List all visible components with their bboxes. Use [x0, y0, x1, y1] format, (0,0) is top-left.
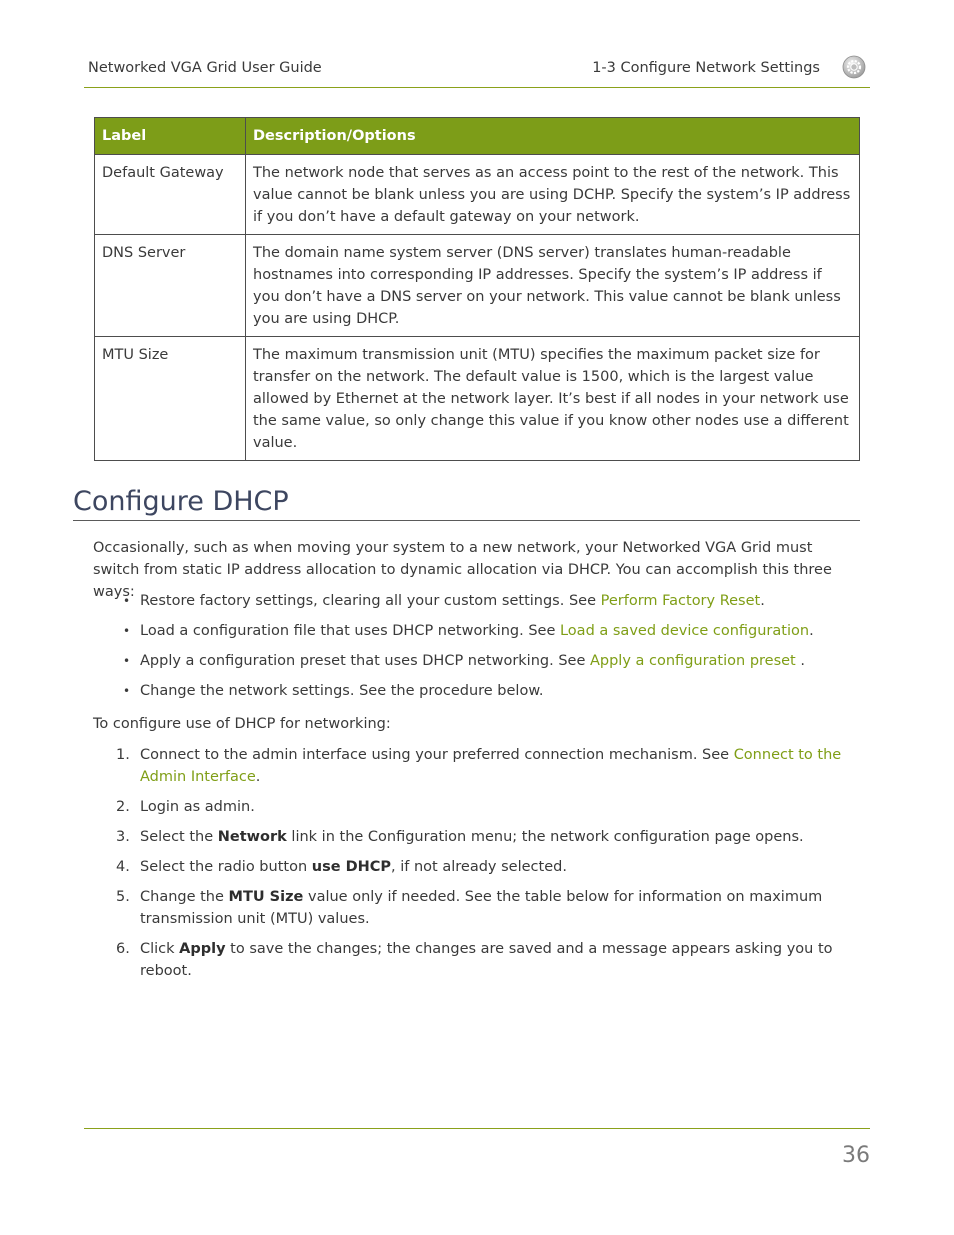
list-item	[140, 590, 860, 612]
page-number: 36	[842, 1143, 870, 1168]
step-text-end: link in the Configuration menu; the network configuration page opens.	[286, 829, 804, 845]
link-perform-factory-reset[interactable]: Perform Factory Reset	[600, 593, 761, 609]
step-text: Select the radio button	[140, 859, 312, 875]
step-item	[116, 796, 860, 818]
options-list	[140, 590, 860, 710]
item-text-end: .	[809, 623, 814, 639]
step-bold-term: Apply	[179, 941, 226, 957]
table-row	[95, 155, 860, 235]
settings-table	[94, 117, 860, 461]
column-header-label: Label	[95, 118, 246, 155]
step-bold-term: use DHCP	[311, 859, 392, 875]
step-text: Select the	[140, 829, 218, 845]
link-connect-admin-interface[interactable]: Connect to the Admin Interface	[140, 747, 842, 785]
table-row	[95, 337, 860, 461]
gear-icon	[842, 55, 866, 79]
row-description: The maximum transmission unit (MTU) specifies the maximum packet size for transfer on the network. The default value is 1500, which is the largest value allowed by Ethernet at the network layer. It’s best if all nodes in your network use the same value, so only change this value if you know other nodes use a different value.	[246, 337, 860, 461]
link-apply-config-preset[interactable]: Apply a configuration preset	[589, 653, 801, 669]
item-text: Load a configuration file that uses DHCP networking. See	[140, 623, 560, 639]
step-item	[116, 744, 860, 788]
row-description: The domain name system server (DNS server) translates human-readable hostnames into corresponding IP addresses. Specify the system’s IP address if you don’t have a DNS server on your network. This value cannot be blank unless you are using DHCP.	[246, 235, 860, 337]
list-item	[140, 650, 860, 672]
list-item	[140, 620, 860, 642]
header-doc-title: Networked VGA Grid User Guide	[88, 60, 322, 76]
item-text-end: .	[760, 593, 765, 609]
step-number: 2.	[116, 799, 130, 815]
row-label: MTU Size	[95, 337, 246, 461]
section-title: Configure DHCP	[73, 486, 860, 521]
row-description: The network node that serves as an access point to the rest of the network. This value cannot be blank unless you are using DCHP. Specify the system’s IP address if you don’t have a default gateway on your network.	[246, 155, 860, 235]
step-bold-term: MTU Size	[228, 889, 304, 905]
step-text: Change the	[140, 889, 229, 905]
step-number: 5.	[116, 889, 130, 905]
step-item	[116, 856, 860, 878]
header-rule	[84, 87, 870, 88]
header-section-title: 1-3 Configure Network Settings	[592, 60, 820, 76]
step-text: Login as admin.	[140, 799, 255, 815]
procedure-lead: To configure use of DHCP for networking:	[93, 716, 391, 732]
step-number: 6.	[116, 941, 130, 957]
step-number: 4.	[116, 859, 130, 875]
step-item	[116, 826, 860, 848]
item-text: Change the network settings. See the procedure below.	[140, 683, 544, 699]
intro-paragraph: Occasionally, such as when moving your system to a new network, your Networked VGA Grid must switch from static IP address allocation to dynamic allocation via DHCP. You can accomplish this three ways:	[93, 540, 832, 600]
item-text: Apply a configuration preset that uses DHCP networking. See	[140, 653, 590, 669]
procedure-steps	[116, 744, 860, 990]
table-row	[95, 235, 860, 337]
step-number: 1.	[116, 747, 130, 763]
list-item	[140, 680, 860, 702]
table-header-row	[95, 118, 860, 155]
step-text-end: .	[255, 769, 261, 785]
step-item	[116, 938, 860, 982]
step-text-end: , if not already selected.	[391, 859, 567, 875]
step-text-end: value only if needed. See the table below for information on maximum transmission unit (MTU) values.	[140, 889, 823, 927]
row-label: DNS Server	[95, 235, 246, 337]
step-text: Click	[140, 941, 180, 957]
footer-rule	[84, 1128, 870, 1129]
item-text: Restore factory settings, clearing all your custom settings. See	[140, 593, 601, 609]
link-load-saved-config[interactable]: Load a saved device configuration	[559, 623, 810, 639]
step-number: 3.	[116, 829, 130, 845]
step-text: Connect to the admin interface using your preferred connection mechanism. See	[140, 747, 734, 763]
row-label: Default Gateway	[95, 155, 246, 235]
step-item	[116, 886, 860, 930]
item-text-end: .	[800, 653, 805, 669]
column-header-description: Description/Options	[246, 118, 860, 155]
step-bold-term: Network	[217, 829, 287, 845]
step-text-end: to save the changes; the changes are saved and a message appears asking you to reboot.	[140, 941, 833, 979]
